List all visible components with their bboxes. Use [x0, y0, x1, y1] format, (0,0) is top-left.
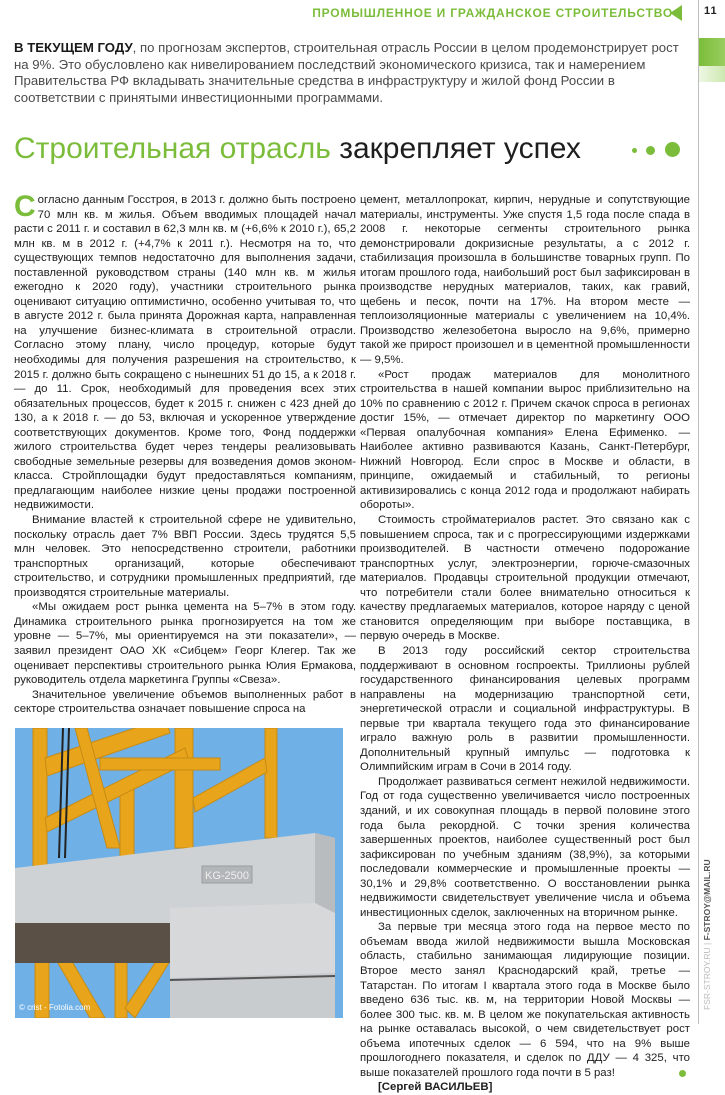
lead-text: , по прогнозам экспертов, строительная отрасль России в целом продемонстрирует рост на 9%. Это обусловлено как нивелированием последствий экономического кризиса, так и намерением Правительства РФ вкладывать значительные средства в инфраструктуру и жилой фонд России в соответствии с принятыми инвестиционными программами. [14, 40, 679, 105]
email-link[interactable]: F-STROY@MAIL.RU [702, 859, 712, 941]
article-column-2 [360, 193, 690, 1095]
page-number: 11 [704, 5, 718, 17]
lead-paragraph [14, 40, 690, 106]
plate-text: KG-2500 [204, 870, 250, 882]
paragraph: «Мы ожидаем рост рынка цемента на 5–7% в этом году. Динамика строительного рынка прогнозируется на том же уровне — 5–7%, мы ориентируемся на эти показатели», — заявил президент ОАО ХК «Сибцем» Георг Клегер. Так же оценивает перспективы строительного рынка Юлия Ермакова, руководитель отдела маркетинга Группы «Свеза». [14, 601, 356, 687]
sidebar-contacts [702, 859, 712, 1010]
dot-large-icon [665, 142, 680, 157]
triangle-marker-icon [670, 5, 682, 21]
article-column-1 [14, 190, 356, 717]
dot-small-icon [632, 148, 637, 153]
paragraph: В 2013 году российский сектор строительства поддерживают в основном госпроекты. Триллионы рублей государственного финансирования целевых программ направлены на модернизацию транспортной сети, энергетической отрасли и социальной инфраструктуры. В первые три квартала текущего года это финансирование играло важную роль в развитии промышленности. Дополнительный крупный импульс — подготовка к Олимпийским играм в Сочи в 2014 году. [360, 644, 690, 774]
green-tab-fade [699, 66, 725, 82]
title-dark: закрепляет успех [330, 132, 581, 165]
page-header [0, 0, 725, 28]
site-url[interactable]: FSR-STROY.RU [702, 947, 712, 1010]
photo-credit: © crist - Fotolia.com [19, 1003, 91, 1012]
margin-divider [698, 0, 699, 1024]
dot-medium-icon [646, 146, 655, 155]
author-byline: [Сергей ВАСИЛЬЕВ] [378, 1081, 493, 1094]
article-title [14, 130, 581, 168]
end-of-article-dot-icon [679, 1070, 686, 1077]
paragraph: Продолжает развиваться сегмент нежилой недвижимости. Год от года существенно увеличивается число построенных зданий, и их совокупная площадь в первой половине этого года была рекордной. С точки зрения количества завершенных проектов, наиболее существенный рост был зафиксирован по учебным зданиям (38,9%), за которыми последовали коммерческие и промышленные проекты — 30,1% и 29,8% соответственно. О восстановлении рынка недвижимости свидетельствует увеличение числа и объема инвестиционных сделок, заключенных на вторичном рынке. [360, 775, 690, 919]
section-title: ПРОМЫШЛЕННОЕ И ГРАЖДАНСКОЕ СТРОИТЕЛЬСТВО [312, 6, 673, 20]
drop-cap: С [14, 190, 36, 223]
paragraph: Согласно данным Госстроя, в 2013 г. должно быть построено 70 млн кв. м жилья. Объем вводимых площадей начал расти с 2011 г. и составил в 62,3 млн кв. м (+6,6% к 2010 г.), 65,2 млн кв. м в 2012 г. (+4,7% к 2011 г.). Несмотря на то, что существующих темпов недостаточно для выполнения задачи, поставленной руководством страны (140 млн кв. м жилья ежегодно к 2020 году), участники строительного рынка оценивают ситуацию оптимистично, особенно учитывая то, что в августе 2012 г. была принята Дорожная карта, направленная на улучшение бизнес-климата в строительной отрасли. Согласно этому плану, число процедур, которые будут необходимы для получения разрешения на строительство, к 2015 г. должно быть сокращено с нынешних 51 до 15, а к 2018 г. — до 11. Срок, необходимый для проведения всех этих обязательных процессов, будет к 2015 г. снижен с 423 дней до 130, а к 2018 г. — до 53, включая и ускоренное утверждение соответствующих документов. Кроме того, Фонд поддержки жилого строительства будет через тендеры реализовывать свободные земельные резервы для возведения домов эконом-класса. Стройплощадки будут предоставляться компаниям, предлагающим наиболее низкие цены продажи построенной недвижимости. [14, 190, 356, 512]
paragraph: Стоимость стройматериалов растет. Это связано как с повышением спроса, так и с прогрессирующими издержками производителей. В частности отмечено подорожание транспортных услуг, электроэнергии, горюче-смазочных материалов. Продавцы строительной продукции отмечают, что потребители стали более внимательно относиться к качеству предлагаемых материалов, которое наряду с ценой становится определяющим при выборе поставщика, в первую очередь в Москве. [360, 514, 690, 643]
paragraph: цемент, металлопрокат, кирпич, нерудные и сопутствующие материалы, инструменты. Уже спустя 1,5 года после спада в 2008 г. некоторые сегменты строительного рынка демонстрировали докризисные результаты, а с 2012 г. стабилизация произошла в большинстве товарных групп. По итогам прошлого года, наибольший рост был зафиксирован в производстве нерудных материалов, таких, как гравий, щебень и песок, почти на 17%. На втором месте — теплоизоляционные материалы с увеличением на 10,4%. Производство железобетона выросло на 9,6%, примерно такой же прирост произошел и в цементной промышленности — 9,5%. [360, 194, 690, 367]
paragraph: Значительное увеличение объемов выполненных работ в секторе строительства означает повышение спроса на [14, 688, 356, 716]
title-green: Строительная отрасль [14, 132, 331, 165]
crane-illustration [15, 728, 343, 1018]
separator: | [702, 940, 712, 948]
green-tab-marker [699, 38, 725, 66]
paragraph: За первые три месяца этого года на первое место по объемам ввода жилой недвижимости вышла Московская область, стабильно занимающая лидирующие позиции. Второе место занял Краснодарский край, третье — Татарстан. По итогам I квартала этого года в Москве было введено 636 тыс. кв. м, на территории Новой Москвы — более 300 тыс. кв. м. В целом же покупательская активность на рынке оставалась высокой, о чем свидетельствует рост объема ипотечных сделок — 6 594, что на 9% выше прошлогоднего показателя, и сделок по ДДУ — 4 325, что выше показателей прошлого года почти в 5 раз! [360, 921, 690, 1079]
crane-photo [15, 728, 343, 1018]
paragraph: «Рост продаж материалов для монолитного строительства в нашей компании вырос приблизительно на 10% по сравнению с 2012 г. Причем скачок спроса в регионах достиг 15%, — отмечает директор по маркетингу ООО «Первая опалубочная компания» Елена Ефименко. — Наиболее активно развиваются Казань, Санкт-Петербург, Нижний Новгород. Если спрос в Москве и области, в принципе, ожидаемый и стабильный, то регионы активизировались с конца 2012 года и продолжают набирать обороты». [360, 368, 690, 512]
paragraph: Внимание властей к строительной сфере не удивительно, поскольку отрасль дает 7% ВВП России. Здесь трудятся 5,5 млн человек. Это непосредственно строители, работники транспортных организаций, которые обеспечивают строительство, и сотрудники промышленных предприятий, где производятся строительные материалы. [14, 514, 356, 599]
lead-bold: В ТЕКУЩЕМ ГОДУ [14, 40, 133, 55]
